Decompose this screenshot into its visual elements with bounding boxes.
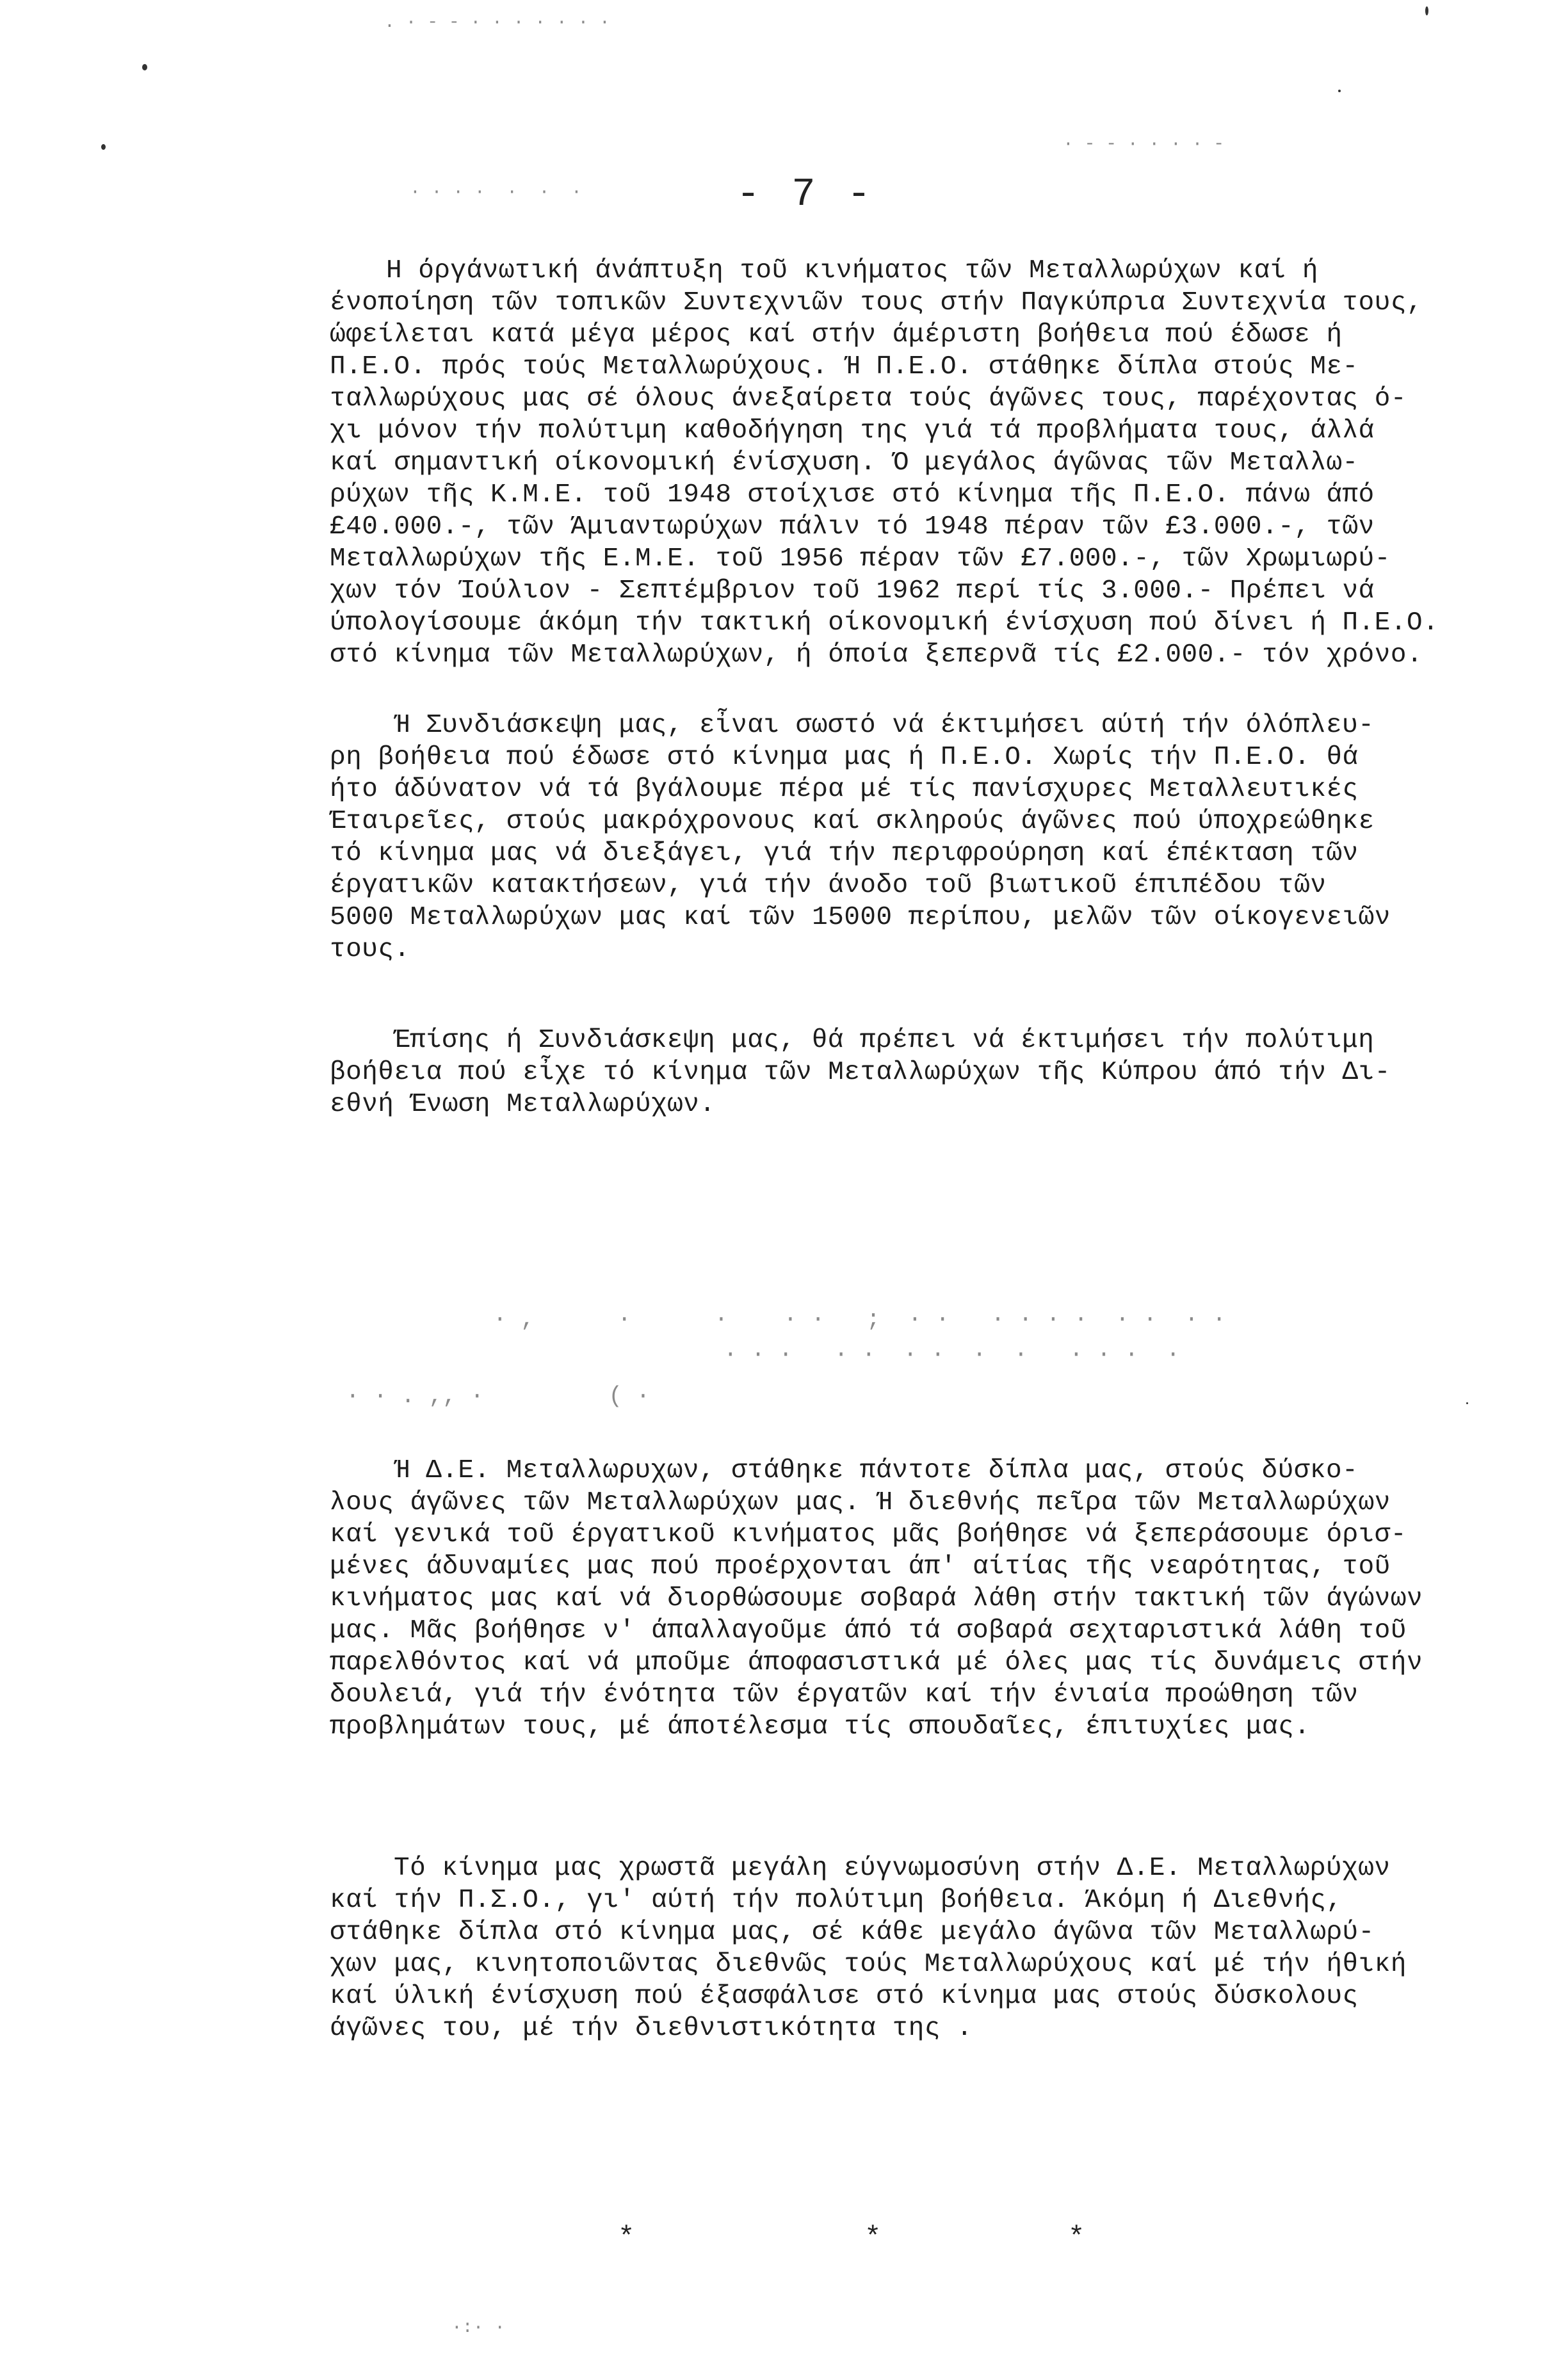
asterisk: *: [1068, 2222, 1085, 2254]
asterisk: *: [864, 2222, 882, 2254]
text-line: μένες άδυναμίες μας πού προέρχονται άπ' αίτίας τῆς νεαρότητας, τοῦ: [330, 1552, 1391, 1582]
text-line: ώφείλεται κατά μέγα μέρος καί στήν άμέριστη βοήθεια πού έδωσε ή: [330, 320, 1343, 350]
scan-noise: . · - - · · · · · · ·: [384, 13, 610, 33]
text-line: Η όργάνωτική άνάπτυξη τοῦ κινήματος τῶν Μεταλλωρύχων καί ή: [386, 256, 1319, 286]
scan-speck: [101, 144, 106, 150]
text-line: 5000 Μεταλλωρύχων μας καί τῶν 15000 περίπου, μελῶν τῶν οίκογενειῶν: [330, 903, 1391, 932]
page-number: - 7 -: [736, 172, 875, 217]
text-line: Τό κίνημα μας χρωστᾶ μεγάλη εύγνωμοσύνη στήν Δ.Ε. Μεταλλωρύχων: [394, 1854, 1391, 1883]
text-line: λους άγῶνες τῶν Μεταλλωρύχων μας. Ή διεθνής πεῖρα τῶν Μεταλλωρύχων: [330, 1488, 1391, 1518]
text-line: ήτο άδύνατον νά τά βγάλουμε πέρα μέ τίς πανίσχυρες Μεταλλευτικές: [330, 775, 1359, 804]
text-line: £40.000.-, τῶν Άμιαντωρύχων πάλιν τό 1948 πέραν τῶν £3.000.-, τῶν: [330, 512, 1375, 542]
text-line: χων τόν Ίούλιον - Σεπτέμβριον τοῦ 1962 περί τίς 3.000.- Πρέπει νά: [330, 576, 1375, 606]
text-line: καί σημαντική οίκονομική ένίσχυση. Ό μεγάλος άγῶνας τῶν Μεταλλω-: [330, 448, 1359, 478]
scan-speck: [142, 64, 147, 70]
text-line: παρελθόντος καί νά μποῦμε άποφασιστικά μέ όλες μας τίς δυνάμεις στήν: [330, 1648, 1423, 1678]
text-line: τους.: [330, 935, 410, 964]
text-line: μας. Μᾶς βοήθησε ν' άπαλλαγοῦμε άπό τά σοβαρά σεχταριστικά λάθη τοῦ: [330, 1616, 1407, 1646]
scan-noise: ·:· ·: [451, 2318, 506, 2338]
scan-noise: · · · · · · · · · · · · ·: [723, 1341, 1180, 1368]
text-line: κινήματος μας καί νά διορθώσουμε σοβαρά λάθη στήν τακτική τῶν άγώνων: [330, 1584, 1423, 1614]
text-line: βοήθεια πού εἶχε τό κίνημα τῶν Μεταλλωρύχων τῆς Κύπρου άπό τήν Δι-: [330, 1058, 1391, 1087]
text-line: εθνή Ένωση Μεταλλωρύχων.: [330, 1090, 716, 1119]
text-line: δουλειά, γιά τήν ένότητα τῶν έργατῶν καί τήν ένιαία προώθηση τῶν: [330, 1680, 1359, 1710]
text-line: χι μόνον τήν πολύτιμη καθοδήγηση της γιά τά προβλήματα τους, άλλά: [330, 416, 1375, 446]
text-line: Μεταλλωρύχων τῆς Ε.Μ.Ε. τοῦ 1956 πέραν τῶν £7.000.-, τῶν Χρωμιωρύ-: [330, 544, 1391, 574]
text-line: τό κίνημα μας νά διεξάγει, γιά τήν περιφρούρηση καί έπέκταση τῶν: [330, 839, 1359, 868]
text-line: έργατικῶν κατακτήσεων, γιά τήν άνοδο τοῦ βιωτικοῦ έπιπέδου τῶν: [330, 871, 1327, 900]
text-line: Π.Ε.Ο. πρός τούς Μεταλλωρύχους. Ή Π.Ε.Ο. στάθηκε δίπλα στούς Με-: [330, 352, 1359, 382]
text-line: Ή Συνδιάσκεψη μας, εἶναι σωστό νά έκτιμήσει αύτή τήν όλόπλευ-: [394, 711, 1375, 740]
text-line: άγῶνες του, μέ τήν διεθνιστικότητα της .: [330, 2014, 973, 2043]
text-line: Ή Δ.Ε. Μεταλλωρυχων, στάθηκε πάντοτε δίπλα μας, στούς δύσκο-: [394, 1456, 1359, 1485]
scan-noise: · · . ,, · ( ·: [346, 1383, 651, 1409]
section-separator: [0, 2222, 1552, 2299]
text-line: στό κίνημα τῶν Μεταλλωρύχων, ή όποία ξεπερνᾶ τίς £2.000.- τόν χρόνο.: [330, 640, 1423, 670]
scan-speck: [1338, 90, 1341, 92]
text-line: καί ύλική ένίσχυση πού έξασφάλισε στό κίνημα μας στούς δύσκολους: [330, 1982, 1359, 2011]
scan-speck: [1425, 6, 1428, 15]
text-line: καί γενικά τοῦ έργατικοῦ κινήματος μᾶς βοήθησε νά ξεπεράσουμε όρισ-: [330, 1520, 1407, 1550]
text-line: ύπολογίσουμε άκόμη τήν τακτική οίκονομική ένίσχυση πού δίνει ή Π.Ε.Ο.: [330, 608, 1439, 638]
text-line: προβλημάτων τους, μέ άποτέλεσμα τίς σπουδαῖες, έπιτυχίες μας.: [330, 1712, 1311, 1742]
text-line: ένοποίηση τῶν τοπικῶν Συντεχνιῶν τους στήν Παγκύπρια Συντεχνία τους,: [330, 288, 1423, 318]
asterisk: *: [618, 2222, 635, 2254]
text-line: στάθηκε δίπλα στό κίνημα μας, σέ κάθε μεγάλο άγῶνα τῶν Μεταλλωρύ-: [330, 1918, 1375, 1947]
text-line: καί τήν Π.Σ.Ο., γι' αύτή τήν πολύτιμη βοήθεια. Άκόμη ή Διεθνής,: [330, 1886, 1343, 1915]
scan-noise: · , · · · · ; · · · · · · · · · ·: [493, 1306, 1226, 1332]
text-line: Έπίσης ή Συνδιάσκεψη μας, θά πρέπει νά έκτιμήσει τήν πολύτιμη: [394, 1026, 1375, 1055]
scan-noise: · - - · · · · -: [1063, 134, 1225, 154]
text-line: ρη βοήθεια πού έδωσε στό κίνημα μας ή Π.Ε.Ο. Χωρίς τήν Π.Ε.Ο. θά: [330, 743, 1359, 772]
scan-speck: [1466, 1402, 1468, 1404]
text-line: Έταιρεῖες, στούς μακρόχρονους καί σκληρούς άγῶνες πού ύποχρεώθηκε: [330, 807, 1375, 836]
text-line: ρύχων τῆς Κ.Μ.Ε. τοῦ 1948 στοίχισε στό κίνημα τῆς Π.Ε.Ο. πάνω άπό: [330, 480, 1375, 510]
scan-noise: · · · · · · ·: [410, 182, 582, 202]
text-line: χων μας, κινητοποιῶντας διεθνῶς τούς Μεταλλωρύχους καί μέ τήν ήθική: [330, 1950, 1407, 1979]
text-line: ταλλωρύχους μας σέ όλους άνεξαίρετα τούς άγῶνες τους, παρέχοντας ό-: [330, 384, 1407, 414]
